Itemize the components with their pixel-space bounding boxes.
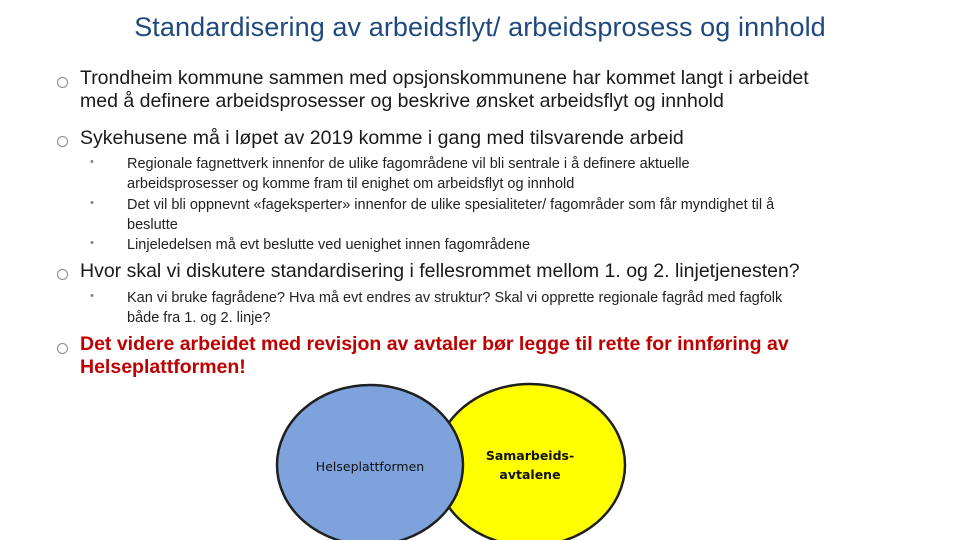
emphasis-text: Det videre arbeidet med revisjon av avtaler bør legge til rette for innføring av xyxy=(80,333,789,355)
emphasis-text: Helseplattformen! xyxy=(80,356,246,378)
sub-bullet-dot-icon: • xyxy=(90,156,94,168)
sub-bullet-dot-icon: • xyxy=(90,197,94,209)
sub-bullet-text: beslutte xyxy=(127,217,178,233)
sub-bullet-dot-icon: • xyxy=(90,290,94,302)
slide-title: Standardisering av arbeidsflyt/ arbeidsprosess og innhold xyxy=(134,12,826,42)
samarbeidsavtalene-label-line2: avtalene xyxy=(499,467,561,482)
sub-bullet-dot-icon: • xyxy=(90,237,94,249)
sub-bullet-text: både fra 1. og 2. linje? xyxy=(127,310,271,326)
sub-bullet-text: Det vil bli oppnevnt «fageksperter» innenfor de ulike spesialiteter/ fagområder som får myndighet til å xyxy=(127,197,775,213)
sub-bullet-text: arbeidsprosesser og komme fram til enighet om arbeidsflyt og innhold xyxy=(127,176,575,192)
bullet-text: Hvor skal vi diskutere standardisering i fellesrommet mellom 1. og 2. linjetjenesten? xyxy=(80,260,800,282)
bullet-text: Trondheim kommune sammen med opsjonskommunene har kommet langt i arbeidet xyxy=(80,67,809,89)
helseplattformen-label: Helseplattformen xyxy=(315,459,425,474)
bullet-text: Sykehusene må i løpet av 2019 komme i gang med tilsvarende arbeid xyxy=(80,127,684,149)
sub-bullet-text: Linjeledelsen må evt beslutte ved uenighet innen fagområdene xyxy=(127,237,531,253)
bullet-text: med å definere arbeidsprosesser og beskrive ønsket arbeidsflyt og innhold xyxy=(80,90,724,112)
sub-bullet-text: Kan vi bruke fagrådene? Hva må evt endres av struktur? Skal vi opprette regionale fagråd med fagfolk xyxy=(127,290,783,306)
samarbeidsavtalene-label-line1: Samarbeids- xyxy=(485,448,575,463)
sub-bullet-text: Regionale fagnettverk innenfor de ulike fagområdene vil bli sentrale i å definere aktuelle xyxy=(127,156,690,172)
